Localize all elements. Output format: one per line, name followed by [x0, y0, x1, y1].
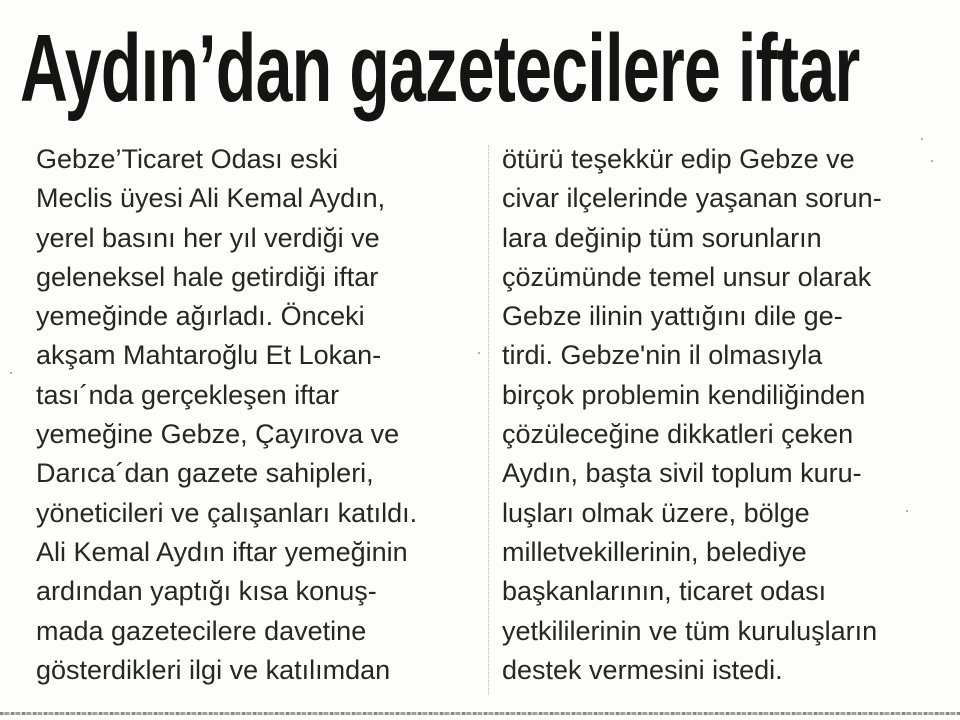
text-line: Ali Kemal Aydın iftar yemeğinin — [36, 536, 408, 567]
text-line: çözümünde temel unsur olarak — [502, 261, 872, 292]
text-line: milletvekillerinin, belediye — [502, 536, 807, 567]
article-column-right — [502, 140, 942, 690]
text-line: yemeğine Gebze, Çayırova ve — [36, 419, 400, 450]
text-line: civar ilçelerinde yaşanan sorun- — [502, 183, 882, 214]
text-line: ardından yaptığı kısa konuş- — [36, 576, 377, 607]
print-speck — [478, 352, 480, 354]
text-line: Meclis üyesi Ali Kemal Aydın, — [36, 183, 386, 214]
text-line: gösterdikleri ilgi ve katılımdan — [36, 654, 391, 685]
bottom-edge-rule — [0, 712, 960, 715]
text-line: birçok problemin kendiliğinden — [502, 379, 866, 410]
text-line: çözüleceğine dikkatleri çeken — [502, 419, 854, 450]
text-line: Aydın, başta sivil toplum kuru- — [502, 458, 862, 489]
column-divider — [488, 145, 490, 695]
text-line: yerel basını her yıl verdiği ve — [36, 222, 380, 253]
text-line: mada gazetecilere davetine — [36, 615, 367, 646]
text-line: başkanlarının, ticaret odası — [502, 576, 827, 607]
text-line: tası´nda gerçekleşen iftar — [36, 379, 340, 410]
print-speck — [906, 510, 908, 512]
text-line: akşam Mahtaroğlu Et Lokan- — [36, 340, 382, 371]
text-line: geleneksel hale getirdiği iftar — [36, 261, 379, 292]
text-line: yemeğinde ağırladı. Önceki — [36, 301, 365, 332]
article-column-left — [36, 140, 476, 690]
text-line: Darıca´dan gazete sahipleri, — [36, 458, 374, 489]
text-line: Gebze’Ticaret Odası eski — [36, 144, 339, 174]
print-speck — [921, 138, 923, 140]
text-line: tirdi. Gebze'nin il olmasıyla — [502, 340, 823, 371]
print-speck — [10, 372, 12, 374]
text-line: Gebze ilinin yattığını dile ge- — [502, 301, 843, 332]
text-line: yöneticileri ve çalışanları katıldı. — [36, 497, 418, 528]
text-line: lara değinip tüm sorunların — [502, 222, 822, 253]
text-line: ötürü teşekkür edip Gebze ve — [502, 144, 855, 174]
headline: Aydın’dan gazetecilere iftar — [20, 15, 860, 122]
text-line: luşları olmak üzere, bölge — [502, 497, 810, 528]
print-speck — [931, 160, 933, 162]
text-line: destek vermesini istedi. — [502, 654, 783, 685]
text-line: yetkililerinin ve tüm kuruluşların — [502, 615, 878, 646]
